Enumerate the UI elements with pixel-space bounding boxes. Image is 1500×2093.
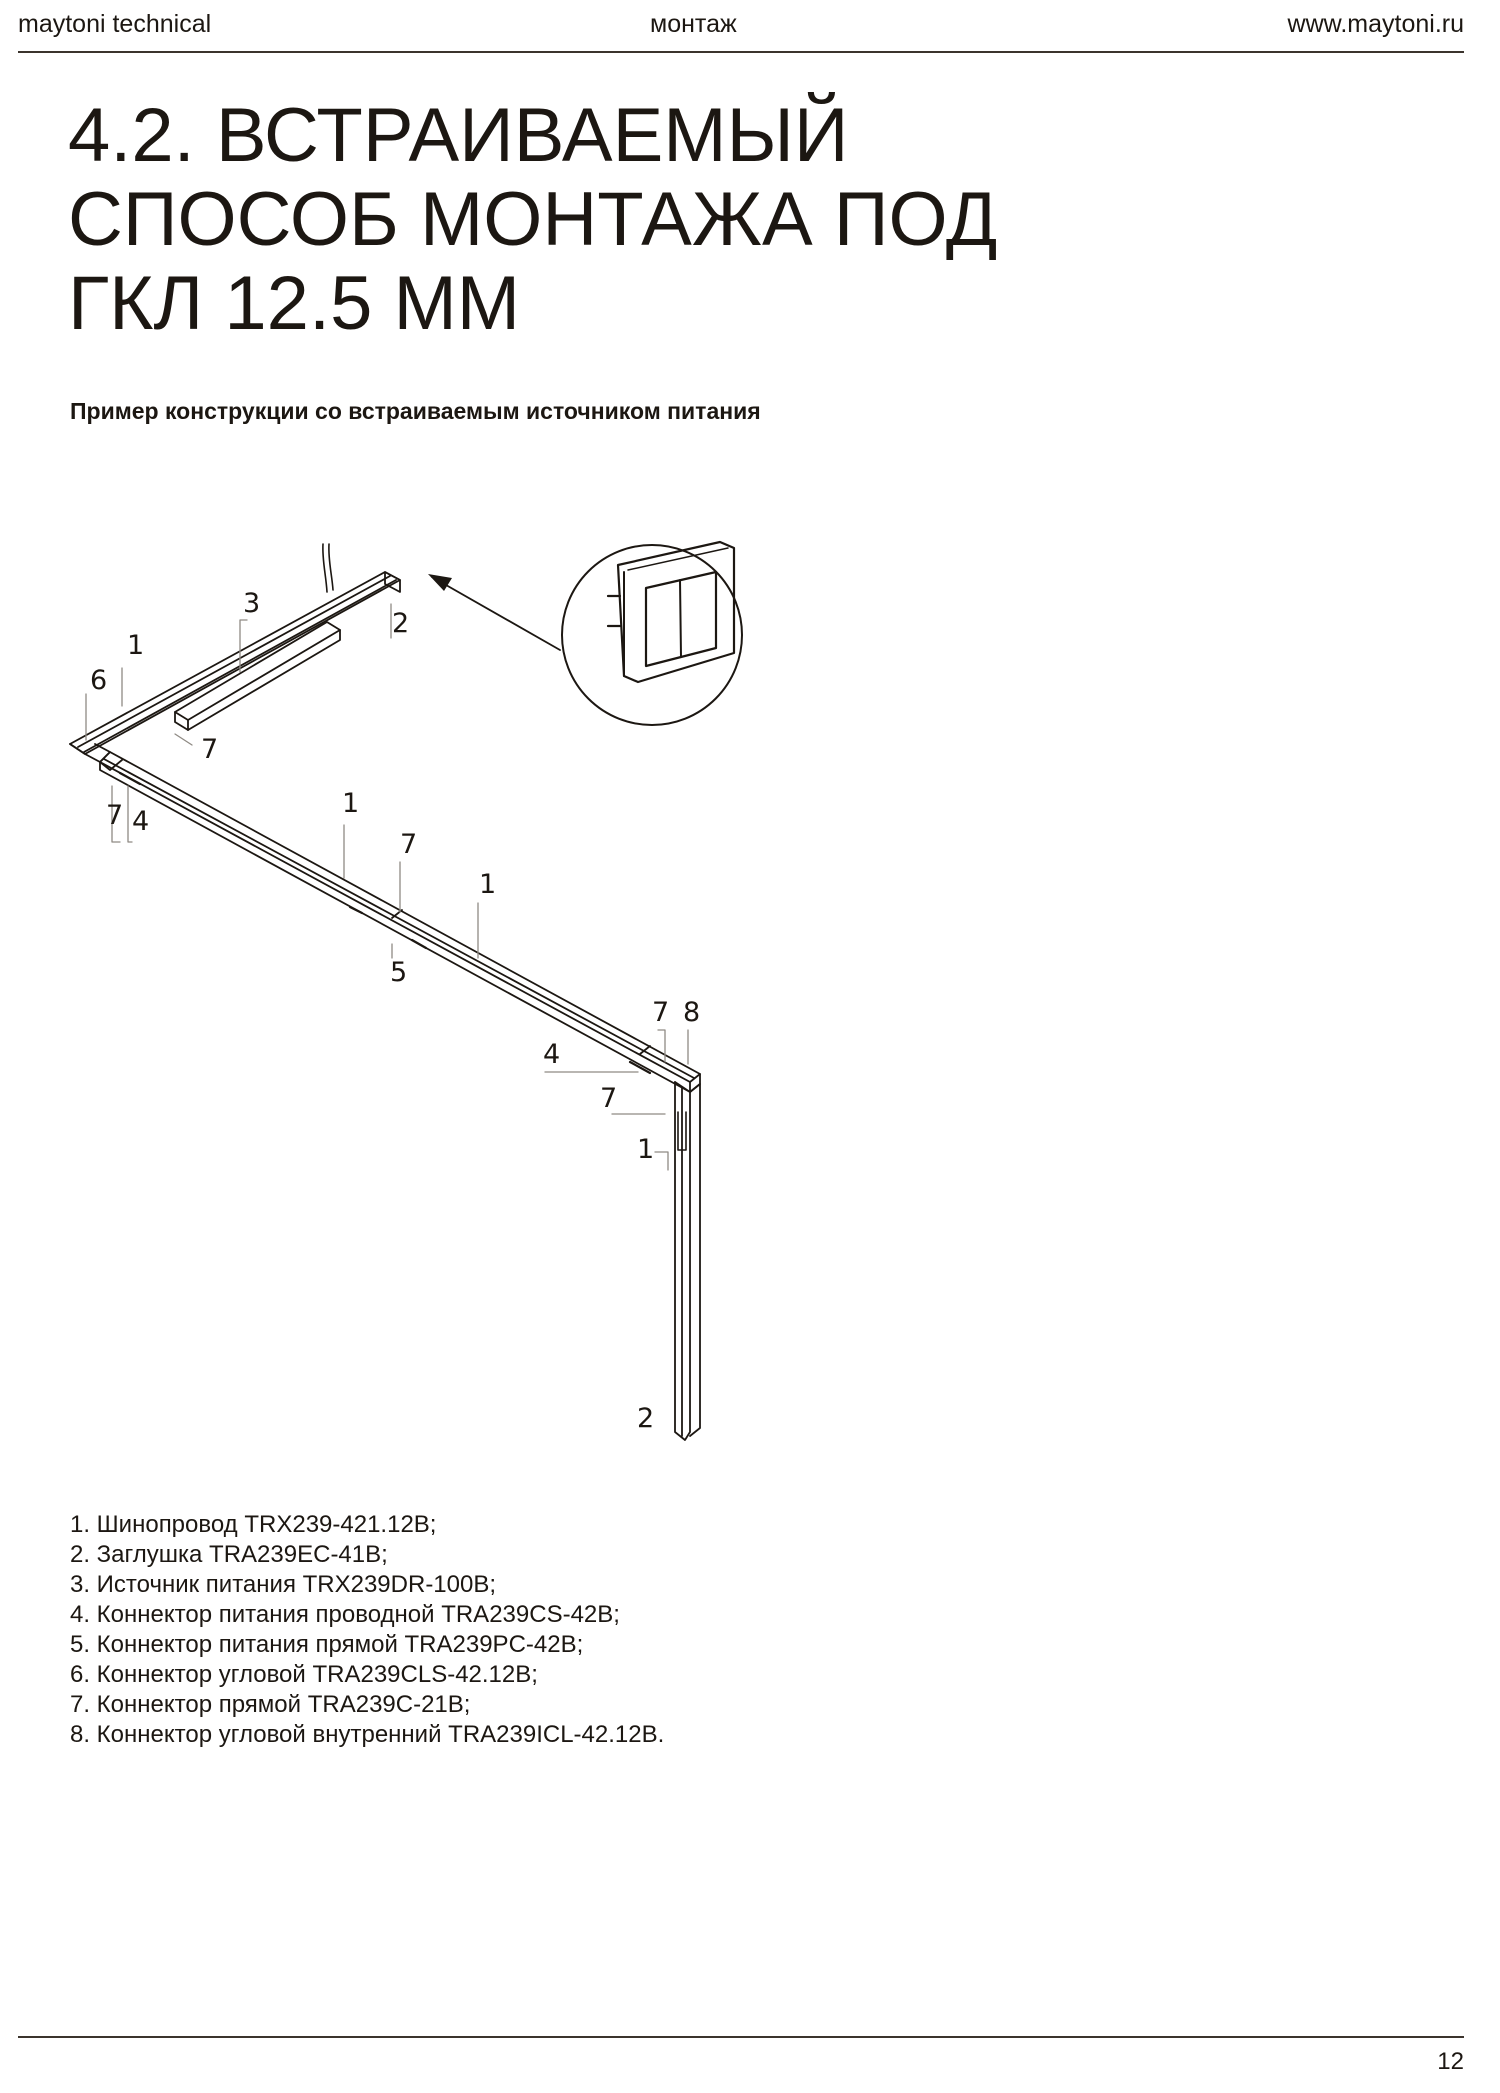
callout-label: 2 (392, 608, 410, 639)
header-brand: maytoni technical (18, 10, 212, 38)
page-title (68, 94, 997, 346)
callout-label: 1 (479, 869, 497, 900)
track-upper (70, 572, 400, 754)
legend-item: 6. Коннектор угловой TRA239CLS-42.12B; (70, 1661, 538, 1688)
callout-label: 7 (400, 829, 418, 860)
switch-arrow-line (432, 577, 560, 650)
callout-label: 1 (127, 630, 145, 661)
arrow-head-icon (428, 574, 452, 591)
callout-label: 7 (201, 734, 219, 765)
page-number: 12 (1437, 2048, 1464, 2075)
callout-label: 1 (637, 1134, 655, 1165)
legend-item: 8. Коннектор угловой внутренний TRA239ICL-42.12B. (70, 1721, 665, 1748)
callout-label: 7 (600, 1083, 618, 1114)
power-supply-block (175, 622, 340, 730)
callout-label: 2 (637, 1403, 655, 1434)
header-section: монтаж (650, 10, 737, 38)
callout-label: 1 (342, 788, 360, 819)
callout-label: 7 (106, 800, 124, 831)
switch-detail (562, 542, 742, 725)
power-cable (323, 544, 333, 592)
legend-item: 2. Заглушка TRA239EC-41B; (70, 1541, 388, 1568)
installation-diagram (55, 520, 755, 1450)
legend-item: 1. Шинопровод TRX239-421.12B; (70, 1511, 437, 1538)
page-title-line: СПОСОБ МОНТАЖА ПОД (68, 177, 998, 262)
callout-label: 4 (543, 1039, 561, 1070)
callout-label: 8 (683, 997, 701, 1028)
legend-item: 3. Источник питания TRX239DR-100B; (70, 1571, 497, 1598)
header-divider (18, 51, 1464, 53)
callout-label: 5 (390, 957, 408, 988)
figure-caption: Пример конструкции со встраиваемым источником питания (70, 398, 761, 424)
track-diagonal (100, 752, 700, 1092)
callout-label: 3 (243, 588, 261, 619)
callout-label: 7 (652, 997, 670, 1028)
page-title-line: 4.2. ВСТРАИВАЕМЫЙ (68, 93, 849, 178)
callout-leaders (86, 604, 688, 1170)
callout-label: 6 (90, 665, 108, 696)
legend-item: 4. Коннектор питания проводной TRA239CS-42B; (70, 1601, 620, 1628)
connector-marks (120, 773, 650, 1073)
header-website-link[interactable]: www.maytoni.ru (1287, 10, 1464, 38)
legend-item: 5. Коннектор питания прямой TRA239PC-42B; (70, 1631, 584, 1658)
footer-divider (18, 2036, 1464, 2038)
track-vertical (675, 1074, 700, 1440)
callout-label: 4 (132, 806, 150, 837)
parts-legend (70, 1510, 664, 1750)
page-title-line: ГКЛ 12.5 ММ (68, 261, 521, 346)
legend-item: 7. Коннектор прямой TRA239C-21B; (70, 1691, 471, 1718)
